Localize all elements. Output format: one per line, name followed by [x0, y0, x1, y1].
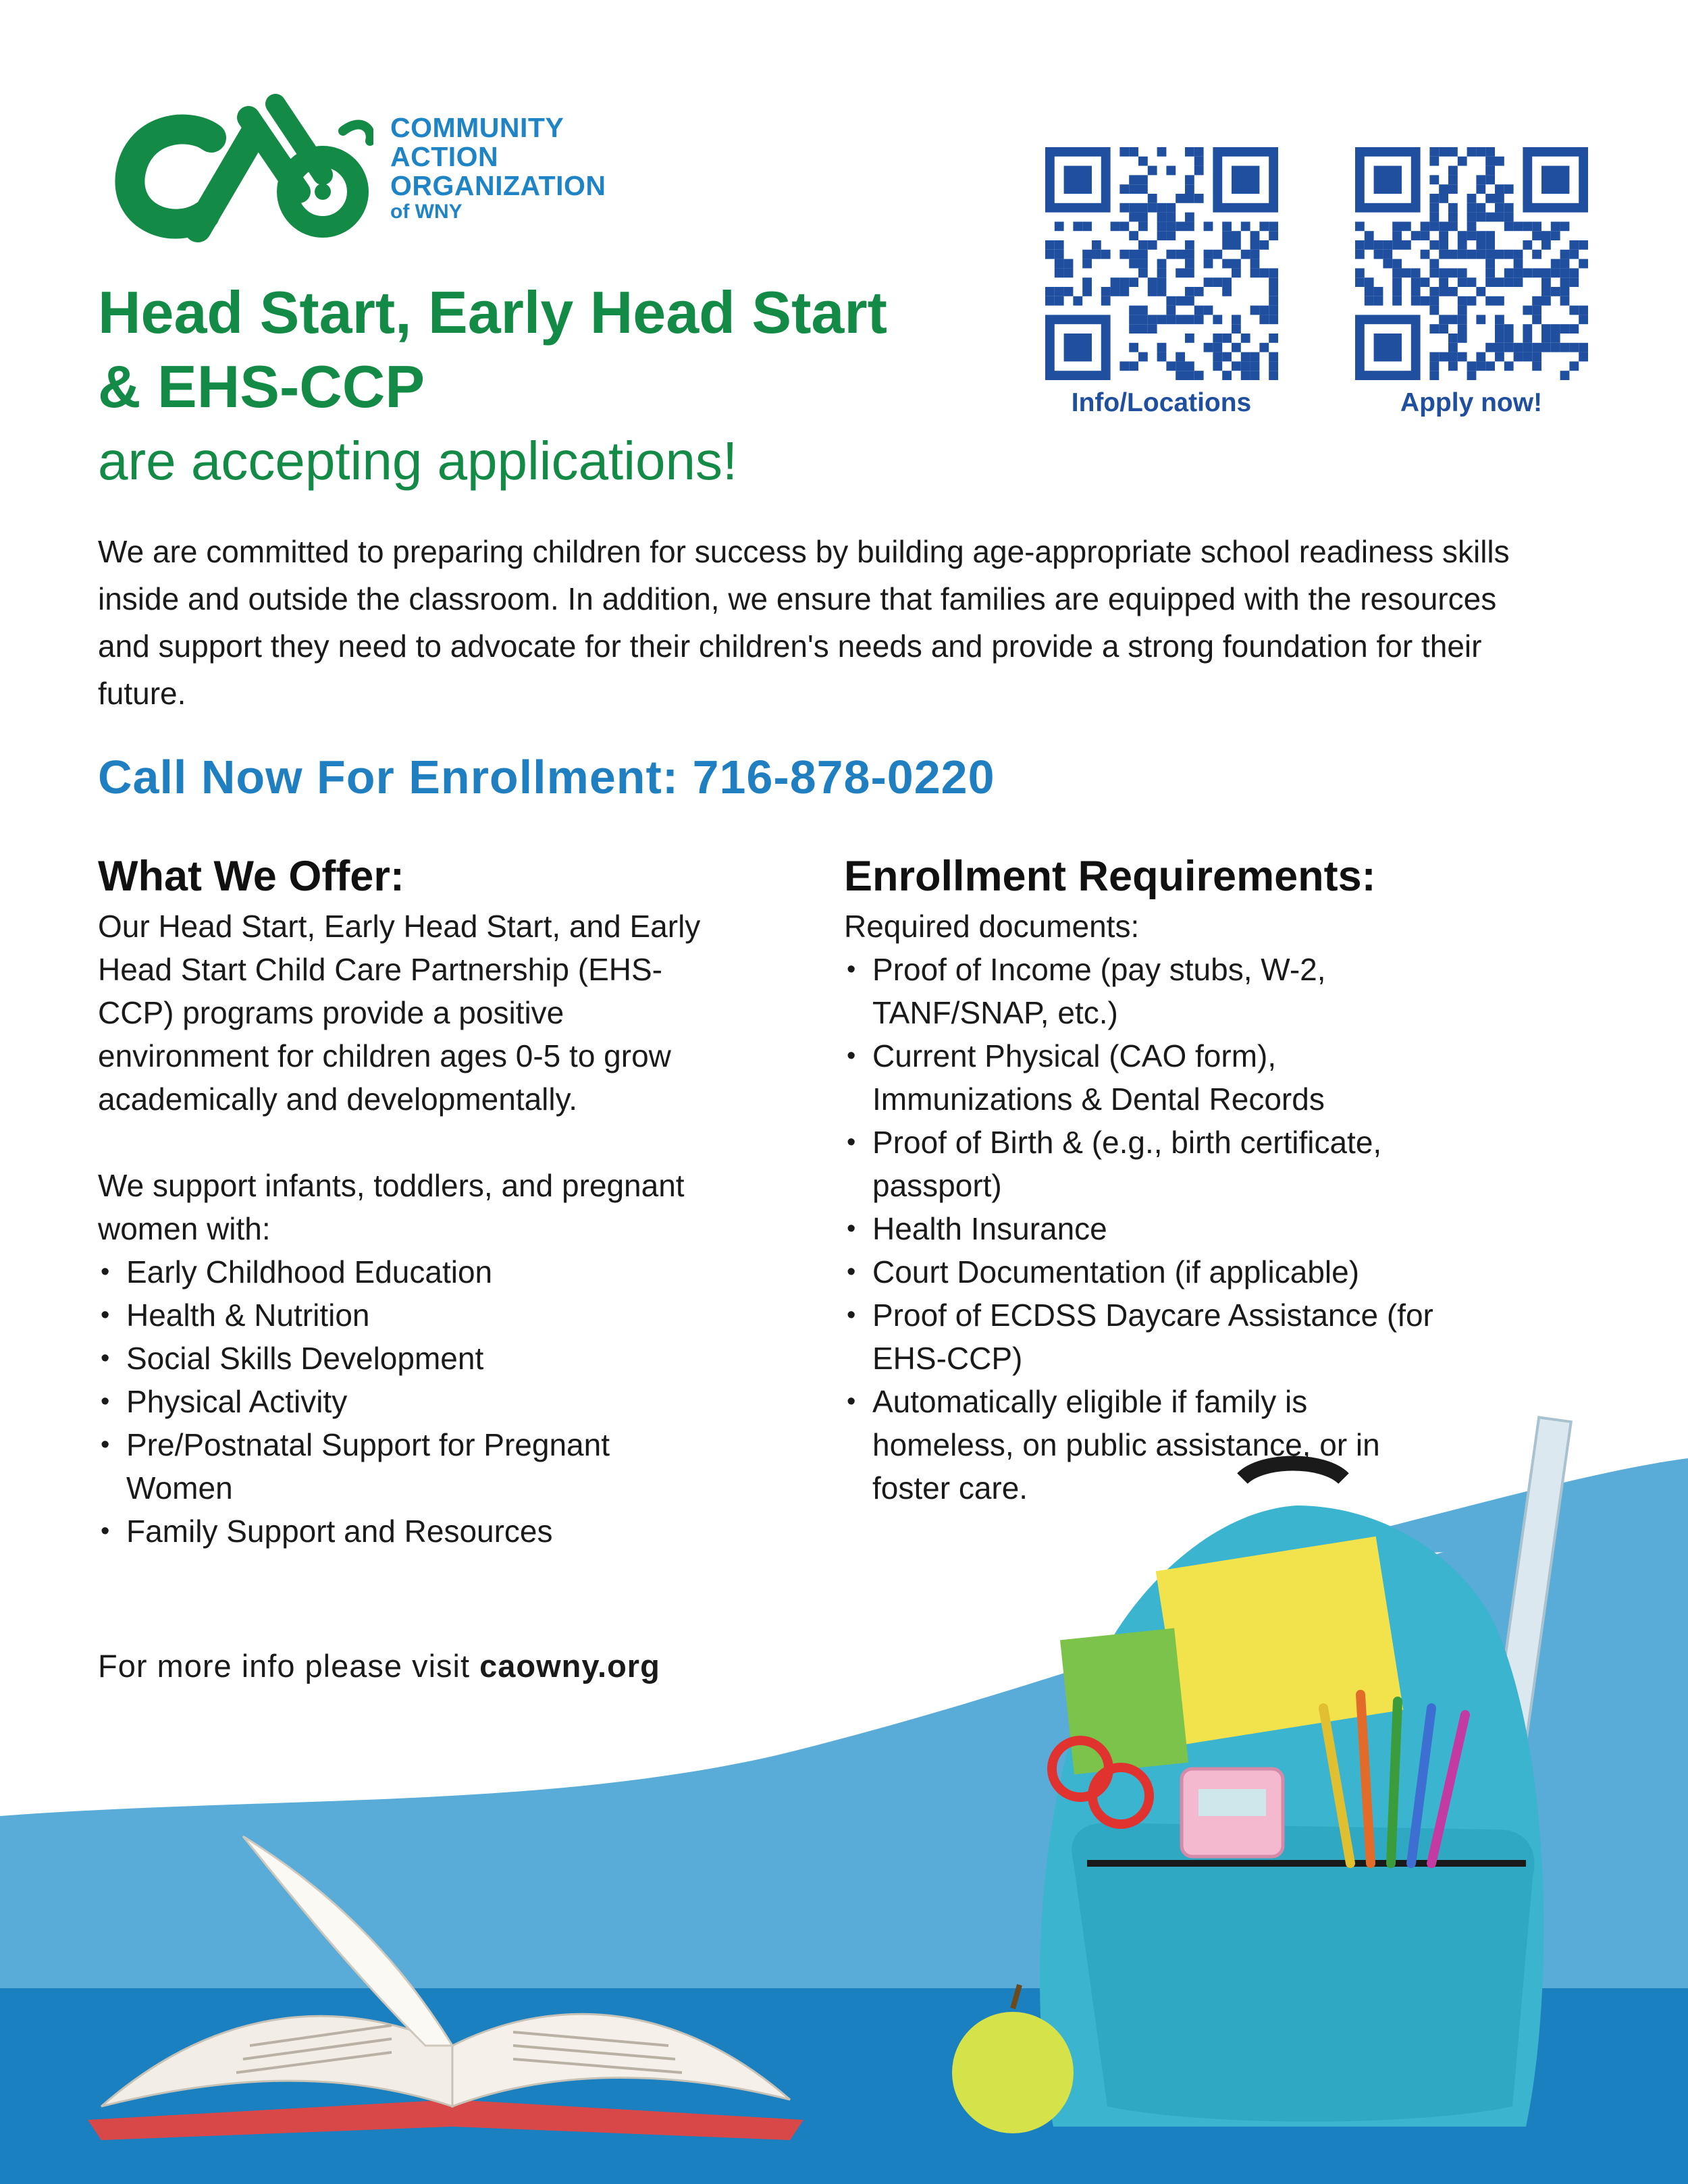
- offer-section: [98, 905, 719, 1553]
- headline: [98, 275, 1043, 498]
- list-item: • Early Childhood Education: [98, 1250, 719, 1294]
- qr-code-info-icon[interactable]: [1045, 147, 1278, 380]
- backpack-icon: [945, 1391, 1634, 2147]
- list-item: • Automatically eligible if family is homeless, on public assistance, or in foster care.: [844, 1380, 1452, 1510]
- offer-support-intro: We support infants, toddlers, and pregnant women with:: [98, 1168, 685, 1246]
- list-item: • Family Support and Resources: [98, 1510, 719, 1553]
- list-item: • Health Insurance: [844, 1207, 1452, 1250]
- logo-line-4: of WNY: [390, 201, 463, 223]
- open-book-icon: [74, 1823, 817, 2140]
- list-item: • Current Physical (CAO form), Immunizations & Dental Records: [844, 1034, 1452, 1121]
- website-link[interactable]: caowny.org: [479, 1648, 660, 1684]
- headline-line-3-text: are accepting applications!: [98, 431, 738, 491]
- logo-line-1: COMMUNITY: [390, 112, 564, 143]
- offer-paragraph: Our Head Start, Early Head Start, and Early Head Start Child Care Partnership (EHS-CCP) programs provide a positive environment for children ages 0-5 to grow academically and developmentally.: [98, 909, 701, 1117]
- offer-title: What We Offer:: [98, 853, 404, 900]
- logo-wordmark: [390, 113, 606, 223]
- more-info-prefix: For more info please visit: [98, 1648, 471, 1684]
- list-item: • Proof of Birth & (e.g., birth certificate, passport): [844, 1121, 1452, 1207]
- list-item: • Court Documentation (if applicable): [844, 1250, 1452, 1294]
- qr-code-apply-icon[interactable]: [1355, 147, 1588, 380]
- cao-logo-mark-icon: [110, 90, 373, 246]
- list-item: • Pre/Postnatal Support for Pregnant Women: [98, 1423, 719, 1510]
- headline-line-1: Head Start, Early Head Start: [98, 279, 887, 346]
- qr-label-info: Info/Locations: [1071, 388, 1252, 417]
- requirements-title: Enrollment Requirements:: [844, 853, 1376, 900]
- call-to-action[interactable]: Call Now For Enrollment: 716-878-0220: [98, 751, 995, 803]
- headline-line-3: [98, 424, 1043, 498]
- requirements-intro: Required documents:: [844, 909, 1140, 944]
- logo-line-3: ORGANIZATION: [390, 170, 606, 201]
- list-item: • Social Skills Development: [98, 1337, 719, 1380]
- more-info: [98, 1647, 660, 1684]
- offer-list: [98, 1250, 719, 1553]
- headline-line-2: & EHS-CCP: [98, 353, 425, 420]
- intro-paragraph: We are committed to preparing children for success by building age-appropriate school readiness skills inside and outside the classroom. In addition, we ensure that families are equipped with the resources and support they need to advocate for their children's needs and provide a strong foundation for their future.: [98, 534, 1510, 711]
- qr-label-apply: Apply now!: [1400, 388, 1543, 417]
- list-item: • Proof of ECDSS Daycare Assistance (for EHS-CCP): [844, 1294, 1452, 1380]
- logo-line-2: ACTION: [390, 141, 499, 172]
- cao-logo: [110, 90, 637, 246]
- list-item: • Proof of Income (pay stubs, W-2, TANF/SNAP, etc.): [844, 948, 1452, 1034]
- list-item: • Health & Nutrition: [98, 1294, 719, 1337]
- list-item: • Physical Activity: [98, 1380, 719, 1423]
